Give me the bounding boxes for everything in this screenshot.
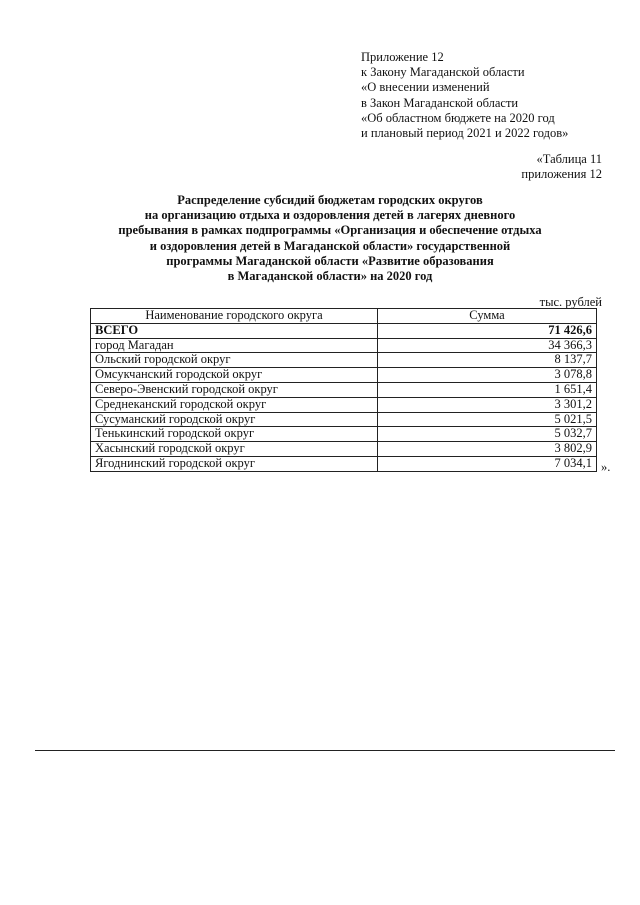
appendix-line: «О внесении изменений	[361, 80, 490, 95]
district-amount: 5 021,5	[378, 412, 597, 427]
title-line: в Магаданской области» на 2020 год	[227, 269, 433, 284]
table-row	[91, 353, 597, 368]
appendix-line: к Закону Магаданской области	[361, 65, 525, 80]
district-amount: 7 034,1	[378, 456, 597, 471]
table-row	[91, 397, 597, 412]
footer-divider	[35, 750, 615, 751]
district-name: Сусуманский городской округ	[91, 412, 378, 427]
appendix-line: и плановый период 2021 и 2022 годов»	[361, 126, 569, 141]
table-header-row	[91, 309, 597, 324]
district-name: Тенькинский городской округ	[91, 427, 378, 442]
table-row	[91, 368, 597, 383]
table-ref-line: приложения 12	[521, 167, 602, 182]
document-title	[80, 193, 580, 284]
district-amount: 3 802,9	[378, 442, 597, 457]
district-amount: 3 078,8	[378, 368, 597, 383]
appendix-line: в Закон Магаданской области	[361, 95, 519, 110]
total-amount: 71 426,6	[378, 323, 597, 338]
table-row	[91, 456, 597, 471]
appendix-header	[361, 50, 568, 141]
table-row	[91, 382, 597, 397]
district-amount: 3 301,2	[378, 397, 597, 412]
district-amount: 5 032,7	[378, 427, 597, 442]
district-name: Северо-Эвенский городской округ	[91, 382, 378, 397]
district-name: Омсукчанский городской округ	[91, 368, 378, 383]
district-name: город Магадан	[91, 338, 378, 353]
column-header-name: Наименование городского округа	[91, 309, 378, 324]
appendix-line: Приложение 12	[361, 50, 444, 64]
title-line: пребывания в рамках подпрограммы «Организация и обеспечение отдыха	[118, 223, 542, 238]
title-line: Распределение субсидий бюджетам городских округов	[177, 193, 483, 207]
district-name: Ольский городской округ	[91, 353, 378, 368]
total-label: ВСЕГО	[91, 323, 378, 338]
table-row	[91, 338, 597, 353]
district-amount: 8 137,7	[378, 353, 597, 368]
column-header-amount: Сумма	[378, 309, 597, 324]
table-row	[91, 412, 597, 427]
district-name: Среднеканский городской округ	[91, 397, 378, 412]
table-row	[91, 442, 597, 457]
appendix-line: «Об областном бюджете на 2020 год	[361, 110, 555, 125]
title-line: и оздоровления детей в Магаданской области» государственной	[149, 238, 511, 253]
title-line: на организацию отдыха и оздоровления детей в лагерях дневного	[144, 208, 516, 223]
district-name: Ягоднинский городской округ	[91, 456, 378, 471]
district-amount: 34 366,3	[378, 338, 597, 353]
units-label: тыс. рублей	[539, 295, 602, 309]
table-row	[91, 427, 597, 442]
district-name: Хасынский городской округ	[91, 442, 378, 457]
table-reference	[521, 152, 602, 182]
closing-quote: ».	[601, 460, 611, 474]
total-row	[91, 323, 597, 338]
subsidy-table	[90, 308, 597, 472]
table-ref-line: «Таблица 11	[536, 152, 602, 166]
district-amount: 1 651,4	[378, 382, 597, 397]
title-line: программы Магаданской области «Развитие образования	[166, 253, 494, 268]
